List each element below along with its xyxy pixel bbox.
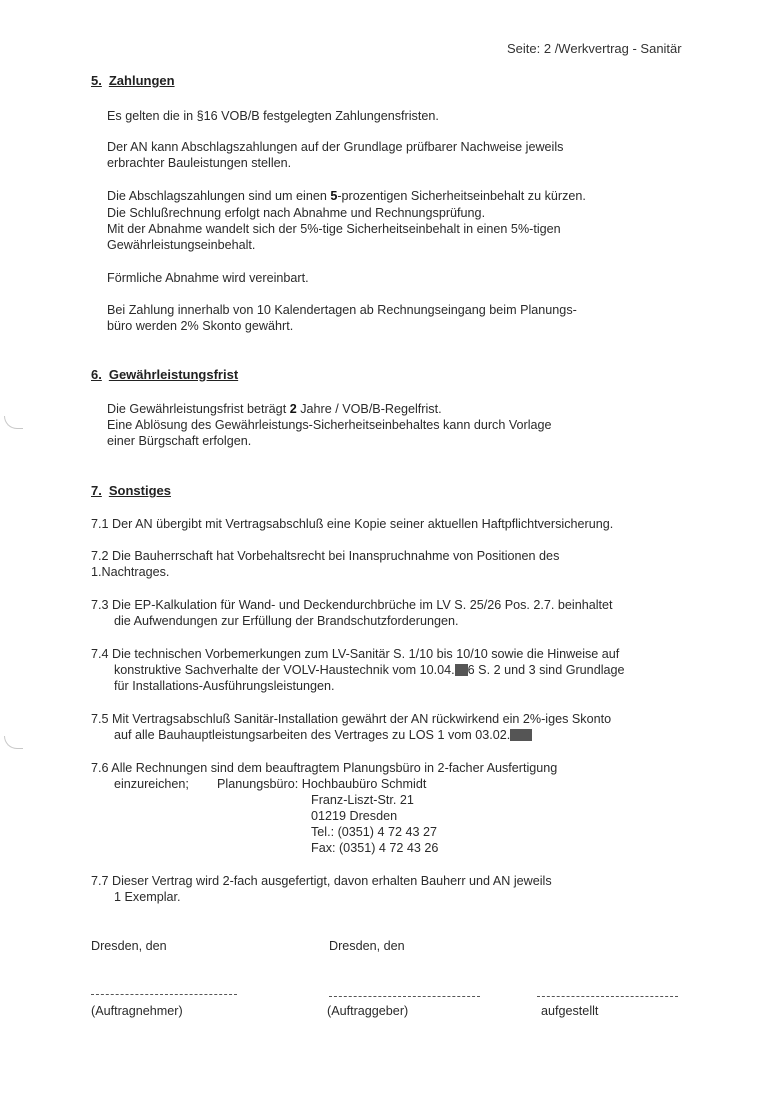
text-line: Förmliche Abnahme wird vereinbart. xyxy=(107,271,309,285)
text-line: büro werden 2% Skonto gewährt. xyxy=(107,319,294,333)
text-line: Es gelten die in §16 VOB/B festgelegten Zahlungensfristen. xyxy=(107,109,439,123)
item-7-3-cont: die Aufwendungen zur Erfüllung der Brandschutzforderungen. xyxy=(114,614,459,628)
item-7-3: 7.3 Die EP-Kalkulation für Wand- und Deckendurchbrüche im LV S. 25/26 Pos. 2.7. beinhaltet xyxy=(91,598,613,612)
text-segment: konstruktive Sachverhalte der VOLV-Haustechnik vom 10.04. xyxy=(114,663,455,677)
item-7-7: 7.7 Dieser Vertrag wird 2-fach ausgefertigt, davon erhalten Bauherr und AN jeweils xyxy=(91,874,552,888)
item-7-2-cont: 1.Nachtrages. xyxy=(91,565,170,579)
text-line: einer Bürgschaft erfolgen. xyxy=(107,434,252,448)
signature-line-client xyxy=(329,996,480,997)
text-line: Die Schlußrechnung erfolgt nach Abnahme und Rechnungsprüfung. xyxy=(107,206,486,220)
text-line: Eine Ablösung des Gewährleistungs-Sicherheitseinbehaltes kann durch Vorlage xyxy=(107,418,552,432)
item-7-6-cont: einzureichen; xyxy=(114,777,189,791)
office-name: Planungsbüro: Hochbaubüro Schmidt xyxy=(217,777,427,791)
text-line: Bei Zahlung innerhalb von 10 Kalendertagen ab Rechnungseingang beim Planungs- xyxy=(107,303,577,317)
text-line xyxy=(107,401,442,417)
signature-label-client: (Auftraggeber) xyxy=(327,1004,409,1018)
text-segment: Jahre / VOB/B-Regelfrist. xyxy=(296,402,442,416)
text-line: erbrachter Bauleistungen stellen. xyxy=(107,156,292,170)
text-segment: Die Gewährleistungsfrist beträgt xyxy=(107,402,290,416)
text-segment: 6 S. 2 und 3 sind Grundlage xyxy=(467,663,625,677)
office-phone: Tel.: (0351) 4 72 43 27 xyxy=(311,825,438,839)
text-line: Der AN kann Abschlagszahlungen auf der Grundlage prüfbarer Nachweise jeweils xyxy=(107,140,564,154)
item-7-4-cont: für Installations-Ausführungsleistungen. xyxy=(114,679,335,693)
signature-line-contractor xyxy=(91,994,237,995)
item-7-4: 7.4 Die technischen Vorbemerkungen zum LV-Sanitär S. 1/10 bis 10/10 sowie die Hinweise auf xyxy=(91,647,620,661)
page-header: Seite: 2 /Werkvertrag - Sanitär xyxy=(507,41,682,56)
item-7-6: 7.6 Alle Rechnungen sind dem beauftragtem Planungsbüro in 2-facher Ausfertigung xyxy=(91,761,558,775)
item-7-2: 7.2 Die Bauherrschaft hat Vorbehaltsrecht bei Inanspruchnahme von Positionen des xyxy=(91,549,560,563)
section-number: 7. xyxy=(91,483,102,498)
office-city: 01219 Dresden xyxy=(311,809,398,823)
item-7-7-cont: 1 Exemplar. xyxy=(114,890,181,904)
signature-label-prepared: aufgestellt xyxy=(541,1004,599,1018)
section-number: 6. xyxy=(91,367,102,382)
item-7-5-cont xyxy=(114,727,532,743)
item-7-1: 7.1 Der AN übergibt mit Vertragsabschluß eine Kopie seiner aktuellen Haftpflichtversicherung. xyxy=(91,517,614,531)
emphasis: 2 xyxy=(289,402,297,416)
scan-artifact xyxy=(4,736,23,749)
section-title: Sonstiges xyxy=(108,483,171,498)
emphasis: 5 xyxy=(330,189,338,203)
text-segment: auf alle Bauhauptleistungsarbeiten des Vertrages zu LOS 1 vom 03.02. xyxy=(114,728,511,742)
text-segment: -prozentigen Sicherheitseinbehalt zu kürzen. xyxy=(337,189,586,203)
office-street: Franz-Liszt-Str. 21 xyxy=(311,793,414,807)
text-line xyxy=(107,188,586,204)
text-line: Gewährleistungseinbehalt. xyxy=(107,238,256,252)
text-segment: Die Abschlagszahlungen sind um einen xyxy=(107,189,331,203)
section-6-heading xyxy=(91,367,238,383)
signature-line-prepared xyxy=(537,996,678,997)
redaction-mark xyxy=(455,664,468,676)
office-fax: Fax: (0351) 4 72 43 26 xyxy=(311,841,439,855)
item-7-4-cont xyxy=(114,662,625,678)
redaction-mark xyxy=(510,729,532,741)
section-title: Gewährleistungsfrist xyxy=(108,367,239,382)
place-date-left: Dresden, den xyxy=(91,939,167,953)
section-5-heading xyxy=(91,73,175,89)
section-title: Zahlungen xyxy=(108,73,175,88)
text-line: Mit der Abnahme wandelt sich der 5%-tige Sicherheitseinbehalt in einen 5%-tigen xyxy=(107,222,561,236)
item-7-5: 7.5 Mit Vertragsabschluß Sanitär-Installation gewährt der AN rückwirkend ein 2%-iges Skonto xyxy=(91,712,612,726)
section-7-heading xyxy=(91,483,171,499)
signature-label-contractor: (Auftragnehmer) xyxy=(91,1004,183,1018)
scan-artifact xyxy=(4,416,23,429)
place-date-right: Dresden, den xyxy=(329,939,405,953)
section-number: 5. xyxy=(91,73,102,88)
